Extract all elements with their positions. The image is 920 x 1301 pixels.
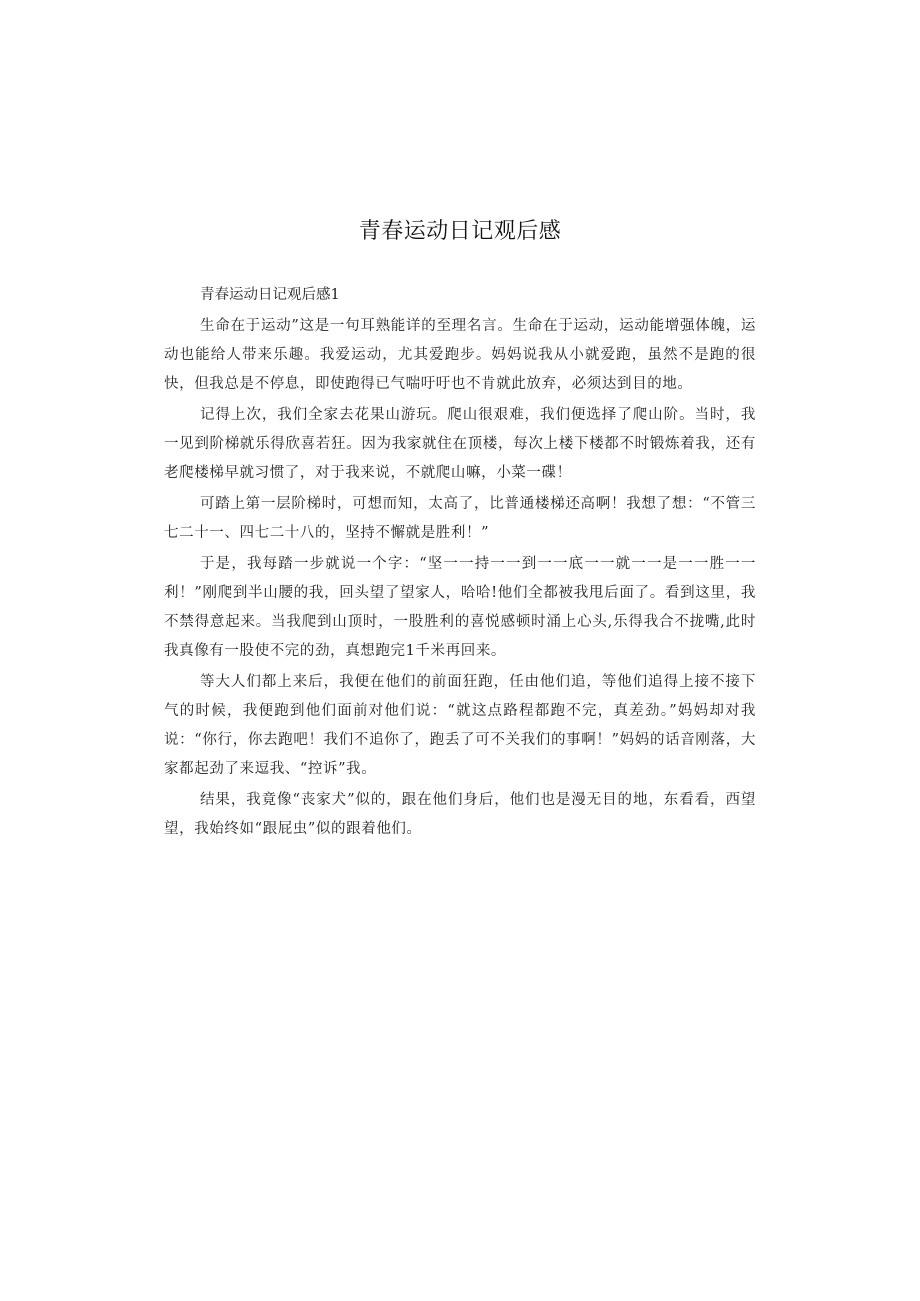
paragraph-2: 记得上次，我们全家去花果山游玩。爬山很艰难，我们便选择了爬山阶。当时，我一见到阶梯就乐得欣喜若狂。因为我家就住在顶楼，每次上楼下楼都不时锻炼着我，还有老爬楼梯早就习惯了，对于我来说，不就爬山嘛，小菜一碟！ xyxy=(164,407,756,481)
document-title: 青春运动日记观后感 xyxy=(358,219,562,244)
document-body xyxy=(164,281,756,846)
paragraph-1: 生命在于运动”这是一句耳熟能详的至理名言。生命在于运动，运动能增强体魄，运动也能给人带来乐趣。我爱运动，尤其爱跑步。妈妈说我从小就爱跑，虽然不是跑的很快，但我总是不停息，即使跑得已气喘吁吁也不肯就此放弃，必须达到目的地。 xyxy=(164,318,756,392)
section-heading: 青春运动日记观后感1 xyxy=(200,287,340,303)
paragraph-6: 结果，我竟像“丧家犬”似的，跟在他们身后，他们也是漫无目的地，东看看，西望望，我始终如“跟屁虫”似的跟着他们。 xyxy=(164,792,756,837)
paragraph-4: 于是，我每踏一步就说一个字：“坚一一持一一到一一底一一就一一是一一胜一一利！”刚爬到半山腰的我，回头望了望家人，哈哈!他们全都被我甩后面了。看到这里，我不禁得意起来。当我爬到山顶时，一股胜利的喜悦感顿时涌上心头,乐得我合不拢嘴,此时我真像有一股使不完的劲，真想跑完1千米再回来。 xyxy=(164,556,756,659)
paragraph-5: 等大人们都上来后，我便在他们的前面狂跑，任由他们追，等他们追得上接不接下气的时候，我便跑到他们面前对他们说：“就这点路程都跑不完，真差劲。”妈妈却对我说：“你行，你去跑吧！我们不追你了，跑丢了可不关我们的事啊！”妈妈的话音刚落，大家都起劲了来逗我、“控诉”我。 xyxy=(164,674,756,777)
paragraph-3: 可踏上第一层阶梯时，可想而知，太高了，比普通楼梯还高啊！我想了想：“不管三七二十一、四七二十八的，坚持不懈就是胜利！” xyxy=(164,496,756,541)
